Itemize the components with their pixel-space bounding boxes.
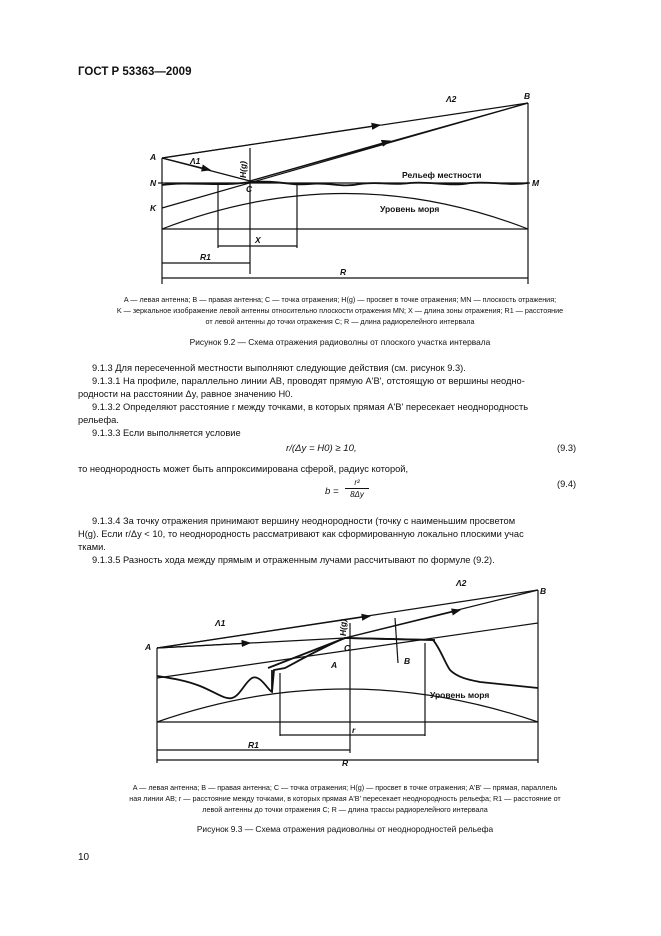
label-K: K <box>150 203 157 213</box>
para-9-1-3-1-b: родности на расстоянии Δy, равное значению H0. <box>78 389 293 399</box>
label-C: C <box>246 184 253 194</box>
para-9-1-3-2-a: 9.1.3.2 Определяют расстояние r между точками, в которых прямая A'B' пересекает неоднородность <box>92 402 529 412</box>
figure-9-3 <box>140 578 560 768</box>
para-9-1-3-4-a: 9.1.3.4 За точку отражения принимают вершину неоднородности (точку с наименьшим просветом <box>92 516 516 526</box>
label-r: r <box>352 725 356 735</box>
label-Hg: H(g) <box>338 619 348 636</box>
figure-9-2-legend: A — левая антенна; B — правая антенна; C — точка отражения; H(g) — просвет в точке отражения; MN — плоскость отражения; K — зеркальное изображение левой антенны относительно плоскости отражения MN; X — длина зоны отражения; R1 — расстояние от левой антенны до точки отражения C; R — длина радиорелейного интервала <box>116 295 564 326</box>
label-B: B <box>524 91 531 101</box>
label-A-prime: A <box>331 660 338 670</box>
label-R1: R1 <box>200 252 211 262</box>
label-B: B <box>540 586 547 596</box>
label-R: R <box>342 758 349 768</box>
label-A: A <box>145 642 152 652</box>
para-9-1-3: 9.1.3 Для пересеченной местности выполняют следующие действия (см. рисунок 9.3). <box>92 363 466 373</box>
para-9-1-3-2-b: рельефа. <box>78 415 119 425</box>
figure-9-3-caption: Рисунок 9.3 — Схема отражения радиоволны от неоднородностей рельефа <box>196 824 494 834</box>
mirror-ray <box>162 103 528 208</box>
body-text-2 <box>78 515 588 567</box>
formula-9-4-fraction <box>345 478 369 499</box>
para-9-1-3-5: 9.1.3.5 Разность хода между прямым и отраженным лучами рассчитывают по формуле (9.2). <box>92 555 495 565</box>
figure-9-3-legend: A — левая антенна; B — правая антенна; C — точка отражения; H(g) — просвет в точке отражения; A'B' — прямая, параллель ная линии AB; r — расстояние между точками, в которых прямая A'B' пересекает неоднородность рельефа; R1 — расстояние от левой антенны до точки отражения C; R — длина трассы радиорелейного интервала <box>129 783 561 814</box>
fraction-numerator: r² <box>345 478 369 489</box>
formula-9-3-number: (9.3) <box>557 443 577 453</box>
label-lambda1: Λ1 <box>190 156 201 166</box>
label-lambda2: Λ2 <box>456 578 467 588</box>
label-M: M <box>532 178 540 188</box>
label-lambda1: Λ1 <box>215 618 226 628</box>
label-lambda2: Λ2 <box>446 94 457 104</box>
fraction-denominator: 8Δy <box>350 490 364 499</box>
label-N: N <box>150 178 157 188</box>
label-A: A <box>150 152 157 162</box>
label-C: C <box>344 643 351 653</box>
label-X: X <box>255 235 261 245</box>
figure-9-2-caption: Рисунок 9.2 — Схема отражения радиоволны от плоского участка интервала <box>189 337 491 347</box>
body-text <box>78 362 588 440</box>
sea-level-arc <box>162 194 528 230</box>
document-header: ГОСТ Р 53363—2009 <box>78 66 192 78</box>
label-R: R <box>340 267 347 277</box>
figure-9-2 <box>140 88 540 290</box>
para-9-1-3-4-b: H(g). Если r/Δy < 10, то неоднородность рассматривают как сформированную локально плоскими учас <box>78 529 524 539</box>
para-9-1-3-4-c: тками. <box>78 542 106 552</box>
label-B-prime: B <box>404 656 411 666</box>
page-number: 10 <box>78 852 90 863</box>
label-sea-level: Уровень моря <box>380 204 440 214</box>
para-sphere: то неоднородность может быть аппроксимирована сферой, радиус которой, <box>78 464 409 474</box>
label-terrain: Рельеф местности <box>402 170 482 180</box>
label-Hg: H(g) <box>238 161 248 178</box>
label-R1: R1 <box>248 740 259 750</box>
formula-9-4-lhs: b = <box>325 486 339 497</box>
label-sea-level: Уровень моря <box>430 690 490 700</box>
formula-9-3: r/(Δy = H0) ≥ 10, <box>286 443 357 454</box>
para-9-1-3-1-a: 9.1.3.1 На профиле, параллельно линии AB, проводят прямую A'B', отстоящую от вершины неодно- <box>92 376 525 386</box>
para-9-1-3-3: 9.1.3.3 Если выполняется условие <box>92 428 241 438</box>
formula-9-4-number: (9.4) <box>557 479 577 489</box>
